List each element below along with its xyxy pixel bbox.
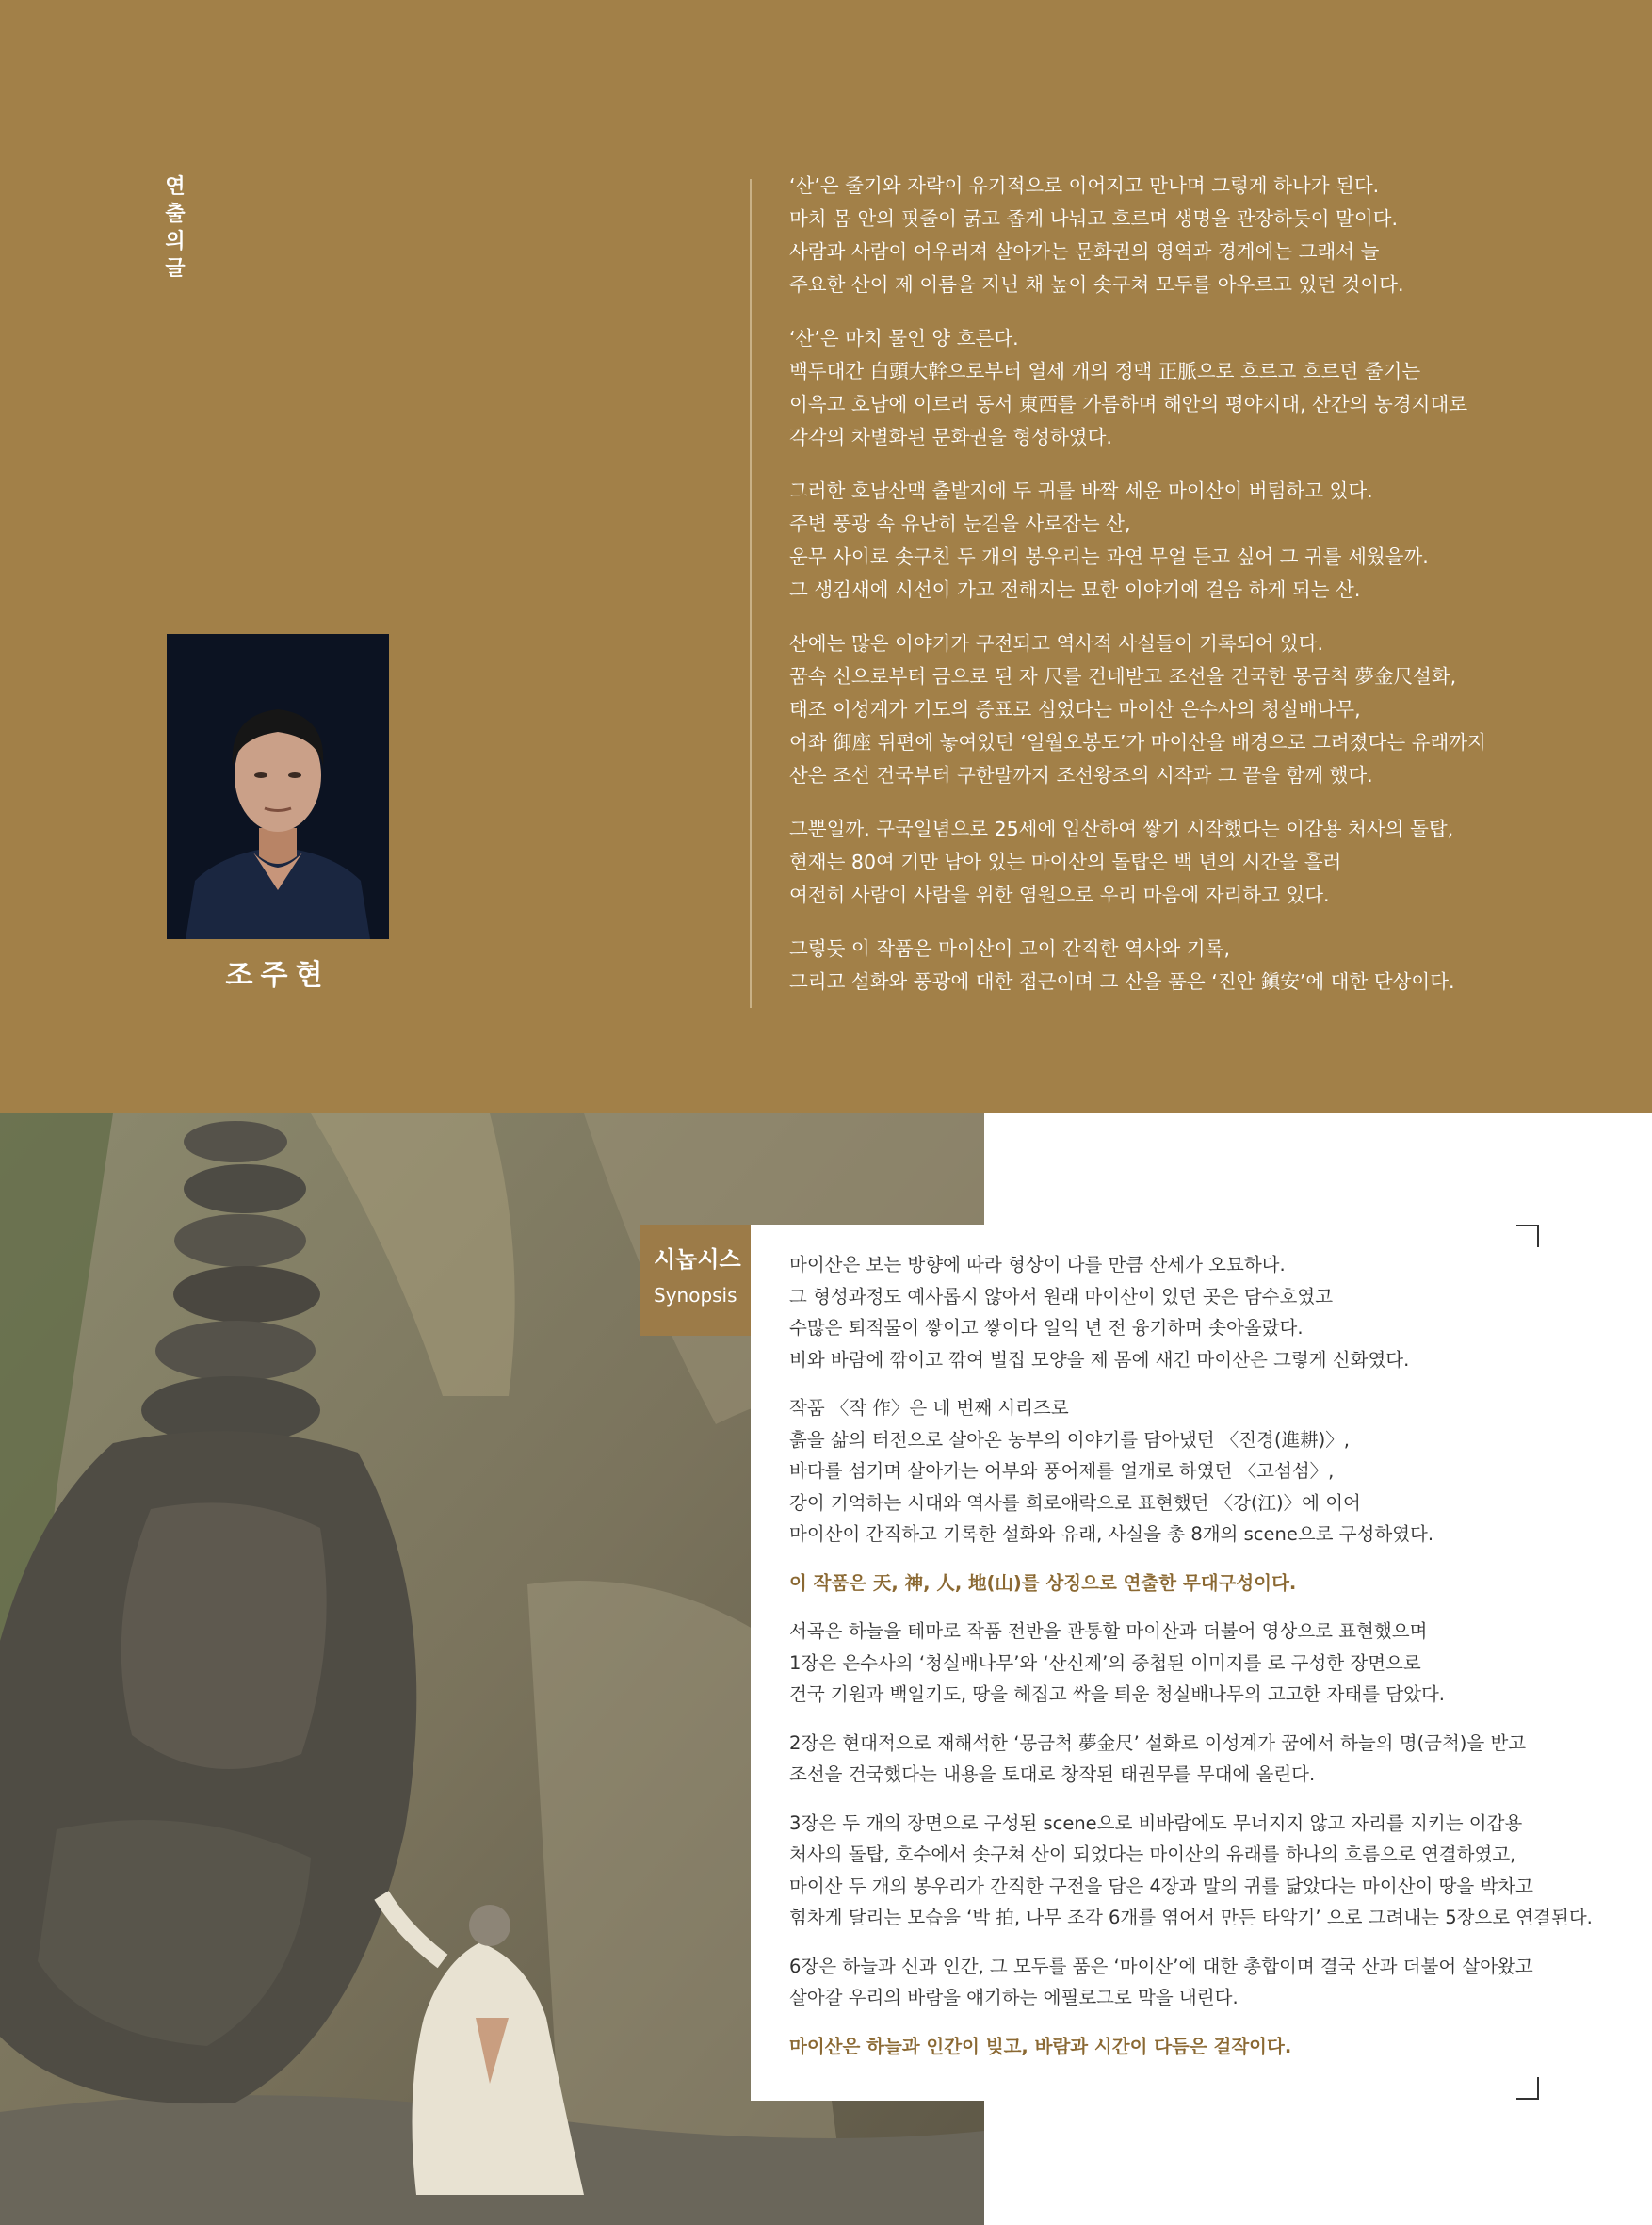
statement-paragraph xyxy=(789,170,1505,301)
statement-line: 각각의 차별화된 문화권을 형성하였다. xyxy=(789,426,1112,448)
statement-line: ‘산’은 마치 물인 양 흐른다. xyxy=(789,327,1019,349)
synopsis-line: 그 형성과정도 예사롭지 않아서 원래 마이산이 있던 곳은 담수호였고 xyxy=(789,1285,1334,1307)
synopsis-line: 6장은 하늘과 신과 인간, 그 모두를 품은 ‘마이산’에 대한 총합이며 결국 산과 더불어 살아왔고 xyxy=(789,1955,1533,1977)
synopsis-paragraph xyxy=(789,1808,1593,1934)
synopsis-line: 살아갈 우리의 바람을 얘기하는 에필로그로 막을 내린다. xyxy=(789,1987,1239,2008)
synopsis-line: 처사의 돌탑, 호수에서 솟구쳐 산이 되었다는 마이산의 유래를 하나의 흐름으로 연결하였고, xyxy=(789,1843,1516,1865)
synopsis-label xyxy=(640,1225,751,1336)
synopsis-label-kr: 시놉시스 xyxy=(654,1246,741,1273)
statement-line: 사람과 사람이 어우러져 살아가는 문화권의 영역과 경계에는 그래서 늘 xyxy=(789,240,1380,263)
synopsis-paragraph xyxy=(789,1249,1533,1375)
statement-line: 그리고 설화와 풍광에 대한 접근이며 그 산을 품은 ‘진안 鎭安’에 대한 단상이다. xyxy=(789,970,1455,993)
synopsis-paragraph xyxy=(789,1728,1533,1791)
statement-paragraph xyxy=(789,813,1505,912)
synopsis-line: 3장은 두 개의 장면으로 구성된 scene으로 비바람에도 무너지지 않고 자리를 지키는 이갑용 xyxy=(789,1811,1523,1834)
synopsis-paragraph xyxy=(789,1616,1533,1711)
corner-mark-top-right xyxy=(1516,1225,1539,1247)
statement-line: 현재는 80여 기만 남아 있는 마이산의 돌탑은 백 년의 시간을 흘러 xyxy=(789,851,1342,873)
synopsis-line: 작품 〈작 作〉은 네 번째 시리즈로 xyxy=(789,1397,1069,1419)
synopsis-line: 마이산은 보는 방향에 따라 형상이 다를 만큼 산세가 오묘하다. xyxy=(789,1254,1286,1275)
statement-paragraph xyxy=(789,933,1505,999)
statement-paragraph xyxy=(789,322,1505,454)
statement-line: 주변 풍광 속 유난히 눈길을 사로잡는 산, xyxy=(789,512,1131,535)
statement-line: 그렇듯 이 작품은 마이산이 고이 간직한 역사와 기록, xyxy=(789,937,1230,960)
synopsis-line: 건국 기원과 백일기도, 땅을 헤집고 싹을 틔운 청실배나무의 고고한 자태를 담았다. xyxy=(789,1683,1446,1705)
statement-line: 산에는 많은 이야기가 구전되고 역사적 사실들이 기록되어 있다. xyxy=(789,632,1324,655)
synopsis-label-en: Synopsis xyxy=(654,1284,737,1307)
synopsis-line: 마이산 두 개의 봉우리가 간직한 구전을 담은 4장과 말의 귀를 닮았다는 마이산이 땅을 박차고 xyxy=(789,1875,1533,1897)
synopsis-line: 2장은 현대적으로 재해석한 ‘몽금척 夢金尺’ 설화로 이성계가 꿈에서 하늘의 명(금척)을 받고 xyxy=(789,1731,1527,1754)
statement-line: 그러한 호남산맥 출발지에 두 귀를 바짝 세운 마이산이 버텀하고 있다. xyxy=(789,479,1373,502)
director-statement xyxy=(789,170,1505,1019)
synopsis-paragraph xyxy=(789,1951,1533,2014)
director-portrait xyxy=(167,634,389,939)
statement-line: 산은 조선 건국부터 구한말까지 조선왕조의 시작과 그 끝을 함께 했다. xyxy=(789,764,1373,787)
statement-paragraph xyxy=(789,475,1505,607)
statement-line: 그뿐일까. 구국일념으로 25세에 입산하여 쌓기 시작했다는 이갑용 처사의 돌탑, xyxy=(789,818,1454,840)
statement-line: 여전히 사람이 사람을 위한 염원으로 우리 마음에 자리하고 있다. xyxy=(789,884,1330,906)
synopsis-line: 마이산이 간직하고 기록한 설화와 유래, 사실을 총 8개의 scene으로 구성하였다. xyxy=(789,1523,1434,1545)
statement-paragraph xyxy=(789,627,1505,792)
synopsis-line: 1장은 은수사의 ‘청실배나무’와 ‘산신제’의 중첩된 이미지를 로 구성한 장면으로 xyxy=(789,1651,1421,1674)
synopsis-line: 이 작품은 天, 神, 人, 地(山)를 상징으로 연출한 무대구성이다. xyxy=(789,1571,1297,1594)
statement-line: 태조 이성계가 기도의 증표로 심었다는 마이산 은수사의 청실배나무, xyxy=(789,698,1361,721)
synopsis-line: 조선을 건국했다는 내용을 토대로 창작된 태권무를 무대에 올린다. xyxy=(789,1763,1316,1785)
statement-line: 어좌 御座 뒤편에 놓여있던 ‘일월오봉도’가 마이산을 배경으로 그려졌다는 유래까지 xyxy=(789,731,1486,754)
synopsis-line: 수많은 퇴적물이 쌓이고 쌓이다 일억 년 전 융기하며 솟아올랐다. xyxy=(789,1317,1304,1339)
synopsis-line: 비와 바람에 깎이고 깎여 벌집 모양을 제 몸에 새긴 마이산은 그렇게 신화였다. xyxy=(789,1348,1410,1371)
statement-line: 꿈속 신으로부터 금으로 된 자 尺를 건네받고 조선을 건국한 몽금척 夢金尺설화, xyxy=(789,665,1457,688)
corner-mark-bottom-right xyxy=(1516,2077,1539,2100)
synopsis-highlight xyxy=(789,2031,1533,2063)
statement-line: ‘산’은 줄기와 자락이 유기적으로 이어지고 만나며 그렇게 하나가 된다. xyxy=(789,174,1380,197)
synopsis-line: 서곡은 하늘을 테마로 작품 전반을 관통할 마이산과 더불어 영상으로 표현했으며 xyxy=(789,1620,1428,1642)
synopsis-line: 마이산은 하늘과 인간이 빚고, 바람과 시간이 다듬은 걸작이다. xyxy=(789,2035,1292,2057)
statement-line: 주요한 산이 제 이름을 지닌 채 높이 솟구쳐 모두를 아우르고 있던 것이다. xyxy=(789,273,1404,296)
statement-line: 운무 사이로 솟구친 두 개의 봉우리는 과연 무얼 듣고 싶어 그 귀를 세웠을까. xyxy=(789,545,1429,568)
statement-line: 그 생김새에 시선이 가고 전해지는 묘한 이야기에 걸음 하게 되는 산. xyxy=(789,578,1361,601)
synopsis-line: 바다를 섬기며 살아가는 어부와 풍어제를 얼개로 하였던 〈고섬섬〉, xyxy=(789,1460,1335,1482)
synopsis-line: 강이 기억하는 시대와 역사를 희로애락으로 표현했던 〈강(江)〉에 이어 xyxy=(789,1491,1361,1514)
synopsis-paragraph xyxy=(789,1392,1533,1551)
statement-line: 백두대간 白頭大幹으로부터 열세 개의 정맥 正脈으로 흐르고 흐르던 줄기는 xyxy=(789,360,1421,382)
section-title-vertical: 연출의글 xyxy=(165,175,186,281)
director-name: 조주현 xyxy=(225,959,331,992)
divider-line xyxy=(750,179,752,1008)
statement-line: 마치 몸 안의 핏줄이 굵고 좁게 나눠고 흐르며 생명을 관장하듯이 말이다. xyxy=(789,207,1398,230)
synopsis-line: 힘차게 달리는 모습을 ‘박 拍, 나무 조각 6개를 엮어서 만든 타악기’ 으로 그려내는 5장으로 연결된다. xyxy=(789,1907,1593,1928)
synopsis-text xyxy=(789,1249,1593,2079)
synopsis-highlight xyxy=(789,1567,1533,1600)
statement-line: 이윽고 호남에 이르러 동서 東西를 가름하며 해안의 평야지대, 산간의 농경지대로 xyxy=(789,393,1468,415)
synopsis-line: 흙을 삶의 터전으로 살아온 농부의 이야기를 담아냈던 〈진경(進耕)〉, xyxy=(789,1428,1350,1451)
